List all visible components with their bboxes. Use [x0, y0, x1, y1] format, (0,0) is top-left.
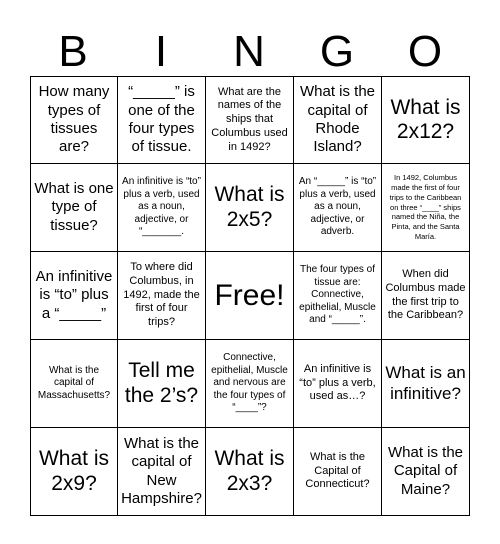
free-space-cell[interactable]: [206, 252, 294, 340]
cell-text: What is the capital of New Hampshire?: [121, 434, 202, 507]
bingo-cell[interactable]: [118, 428, 206, 516]
cell-text: What is the Capital of Connecticut?: [305, 450, 370, 491]
bingo-cell[interactable]: [118, 76, 206, 164]
bingo-cell[interactable]: [382, 428, 470, 516]
bingo-cell[interactable]: [294, 428, 382, 516]
cell-text: An infinitive is “to” plus a “_____”: [35, 268, 113, 322]
bingo-cell[interactable]: [30, 76, 118, 164]
cell-text: Tell me the 2’s?: [124, 359, 199, 407]
bingo-cell[interactable]: [30, 428, 118, 516]
bingo-cell[interactable]: [382, 164, 470, 252]
header-letter-g: G: [319, 27, 357, 76]
bingo-cell[interactable]: [294, 252, 382, 340]
bingo-card-grid: [30, 76, 470, 516]
bingo-cell[interactable]: [118, 252, 206, 340]
header-letter-b: B: [58, 27, 90, 76]
free-space-text: Free!: [214, 278, 285, 312]
cell-text: An infinitive is “to” plus a verb, used as a noun, adjective, or “_______.: [122, 176, 201, 238]
bingo-cell[interactable]: [294, 340, 382, 428]
cell-text: Connective, epithelial, Muscle and nervous are the four types of “____”?: [211, 352, 288, 414]
cell-text: What is 2x5?: [214, 183, 285, 231]
bingo-cell[interactable]: [294, 76, 382, 164]
header-letter-n: N: [233, 27, 267, 76]
bingo-cell[interactable]: [294, 164, 382, 252]
cell-text: How many types of tissues are?: [38, 83, 110, 156]
cell-text: “_____” is one of the four types of tissue.: [128, 83, 195, 156]
cell-text: An “_____” is “to” plus a verb, used as a noun, adjective, or adverb.: [298, 176, 377, 238]
bingo-cell[interactable]: [382, 76, 470, 164]
cell-text: To where did Columbus, in 1492, made the first of four trips?: [123, 261, 200, 329]
cell-text: What is one type of tissue?: [34, 180, 114, 234]
bingo-cell[interactable]: [118, 164, 206, 252]
cell-text: In 1492, Columbus made the first of four trips to the Caribbean on three “____” ships named the Niña, the Pinta, and the Santa María.: [389, 173, 462, 241]
bingo-header: [30, 28, 470, 76]
bingo-cell[interactable]: [206, 164, 294, 252]
header-letter-o: O: [407, 27, 445, 76]
bingo-cell[interactable]: [30, 164, 118, 252]
cell-text: An infinitive is “to” plus a verb, used as…?: [299, 362, 376, 403]
bingo-cell[interactable]: [206, 428, 294, 516]
bingo-cell[interactable]: [382, 340, 470, 428]
cell-text: The four types of tissue are: Connective, epithelial, Muscle and “_____”.: [299, 264, 376, 326]
cell-text: What is 2x3?: [214, 447, 285, 495]
bingo-cell[interactable]: [30, 252, 118, 340]
header-letter-i: I: [154, 27, 170, 76]
bingo-cell[interactable]: [206, 76, 294, 164]
bingo-cell[interactable]: [30, 340, 118, 428]
cell-text: What is an infinitive?: [385, 362, 466, 403]
cell-text: When did Columbus made the first trip to the Caribbean?: [385, 268, 466, 322]
bingo-cell[interactable]: [118, 340, 206, 428]
cell-text: What is the Capital of Maine?: [387, 444, 464, 498]
cell-text: What are the names of the ships that Columbus used in 1492?: [211, 85, 288, 153]
bingo-cell[interactable]: [382, 252, 470, 340]
cell-text: What is 2x9?: [38, 447, 109, 495]
cell-text: What is the capital of Rhode Island?: [299, 83, 376, 156]
cell-text: What is 2x12?: [390, 95, 461, 143]
cell-text: What is the capital of Massachusetts?: [37, 364, 111, 401]
bingo-cell[interactable]: [206, 340, 294, 428]
